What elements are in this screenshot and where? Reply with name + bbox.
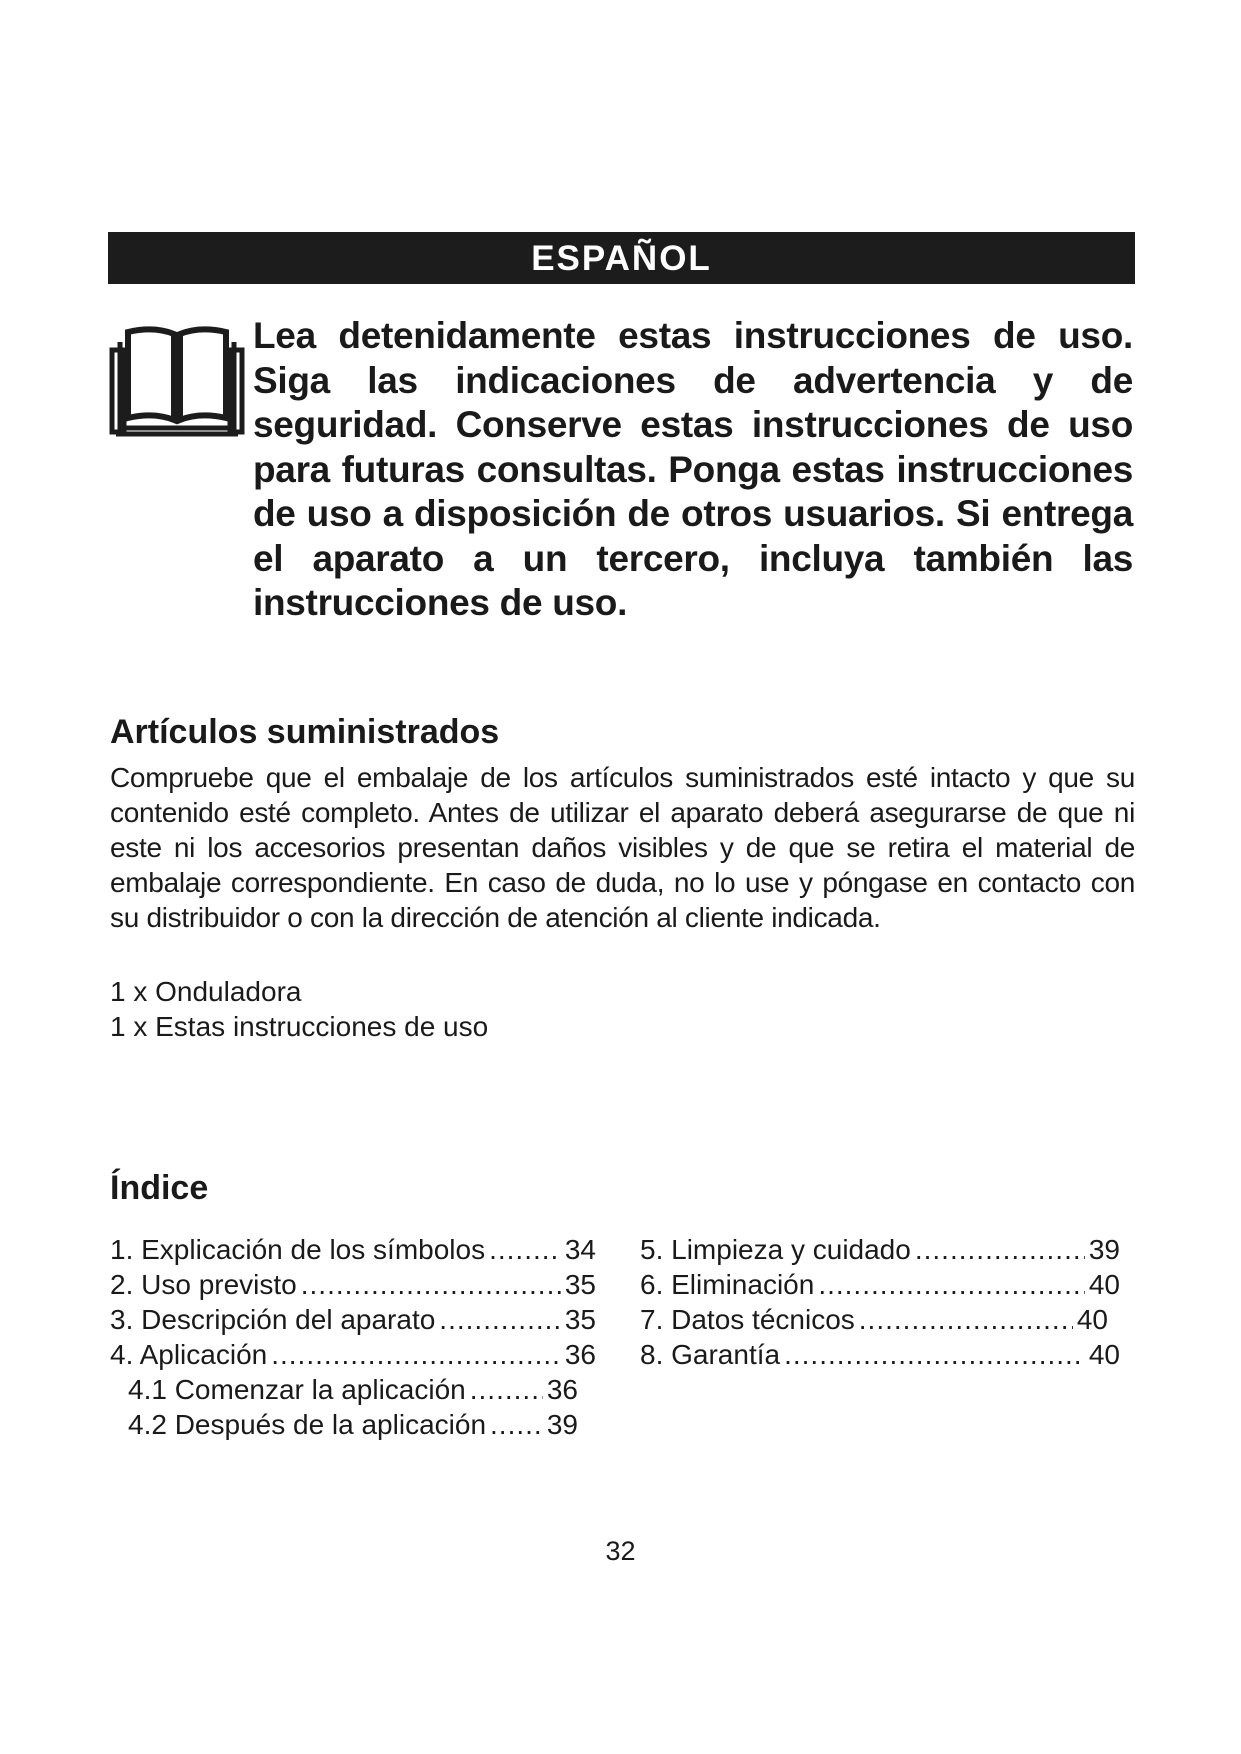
toc-entry-page: 40 (1088, 1339, 1120, 1370)
toc-entry-page: 35 (564, 1304, 596, 1335)
toc-entry-page: 39 (1088, 1234, 1120, 1265)
toc-leader (301, 1267, 561, 1302)
intro-text: Lea detenidamente estas instrucciones de uso. Siga las indicaciones de advertencia y de seguridad. Conserve estas instrucciones de uso para futuras consultas. Ponga estas instrucciones de uso a disposición de otros usuarios. Si entrega el aparato a un tercero, incluya también las instrucciones de uso. (253, 315, 1133, 623)
toc-entry-page: 36 (564, 1339, 596, 1370)
toc-entry[interactable] (110, 1407, 578, 1442)
toc-left-column (110, 1232, 596, 1442)
toc-entry-label: 4.2 Después de la aplicación (128, 1409, 487, 1440)
items-list (110, 974, 488, 1044)
toc-entry-page: 36 (546, 1374, 578, 1405)
toc-entry-page: 35 (564, 1269, 596, 1300)
toc-entry[interactable] (110, 1372, 578, 1407)
toc-leader (915, 1232, 1085, 1267)
toc-entry-page: 34 (564, 1234, 596, 1265)
list-item: 1 x Onduladora (110, 976, 302, 1007)
toc-entry-label: 3. Descripción del aparato (110, 1304, 436, 1335)
toc-entry-page: 39 (546, 1409, 578, 1440)
toc-entry-label: 7. Datos técnicos (640, 1304, 855, 1335)
toc-entry-label: 1. Explicación de los símbolos (110, 1234, 486, 1265)
toc-leader (439, 1302, 561, 1337)
toc-entry[interactable] (640, 1267, 1120, 1302)
toc-entry-label: 4. Aplicación (110, 1339, 268, 1370)
toc-entry[interactable] (640, 1337, 1120, 1372)
toc-leader (784, 1337, 1085, 1372)
toc-leader (818, 1267, 1085, 1302)
toc-right-column (640, 1232, 1120, 1372)
toc-entry[interactable] (110, 1302, 596, 1337)
articles-heading: Artículos suministrados (110, 713, 500, 751)
toc-entry[interactable] (110, 1267, 596, 1302)
toc-entry-label: 8. Garantía (640, 1339, 781, 1370)
index-heading: Índice (110, 1169, 209, 1207)
toc-leader (271, 1337, 561, 1372)
toc-entry[interactable] (110, 1232, 596, 1267)
toc-entry-page: 40 (1088, 1269, 1120, 1300)
toc-leader (470, 1372, 543, 1407)
toc-entry-label: 6. Eliminación (640, 1269, 815, 1300)
toc-entry[interactable] (640, 1232, 1120, 1267)
list-item: 1 x Estas instrucciones de uso (110, 1011, 489, 1042)
language-header: ESPAÑOL (108, 232, 1135, 284)
toc-entry-label: 5. Limpieza y cuidado (640, 1234, 911, 1265)
toc-entry-label: 4.1 Comenzar la aplicación (128, 1374, 466, 1405)
toc-entry[interactable] (110, 1337, 596, 1372)
toc-leader (489, 1232, 561, 1267)
toc-entry[interactable] (640, 1302, 1108, 1337)
toc-entry-page: 40 (1076, 1304, 1108, 1335)
page-number: 32 (605, 1536, 636, 1566)
toc-leader (490, 1407, 543, 1442)
toc-entry-label: 2. Uso previsto (110, 1269, 297, 1300)
articles-paragraph: Compruebe que el embalaje de los artículos suministrados esté intacto y que su contenido esté completo. Antes de utilizar el aparato deberá asegurarse de que ni este ni los accesorios presentan daños visibles y de que se retira el material de embalaje correspondiente. En caso de duda, no lo use y póngase en contacto con su distribuidor o con la dirección de atención al cliente indicada. (110, 762, 1135, 933)
toc-leader (859, 1302, 1073, 1337)
open-book-icon (108, 322, 246, 440)
